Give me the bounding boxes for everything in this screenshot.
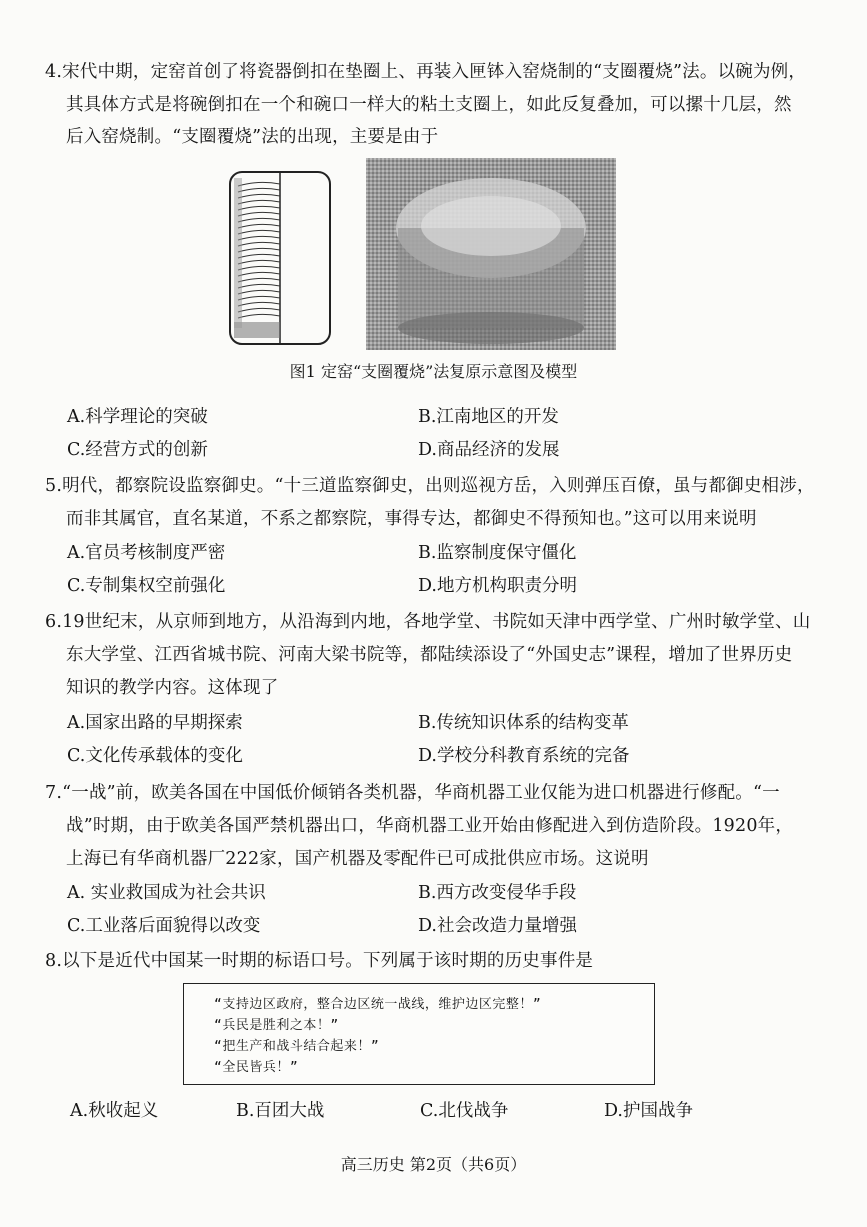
q4-stem-line-2: 其具体方式是将碗倒扣在一个和碗口一样大的粘土支圈上，如此反复叠加，可以摞十几层，然: [66, 95, 792, 115]
q7-option-d[interactable]: D.社会改造力量增强: [418, 916, 577, 936]
q5-option-c[interactable]: C.专制集权空前强化: [67, 576, 226, 596]
q4-option-a[interactable]: A.科学理论的突破: [67, 407, 208, 427]
q6-stem-line-1: 6.19世纪末，从京师到地方，从沿海到内地，各地学堂、书院如天津中西学堂、广州时敏学堂、山: [45, 612, 811, 632]
q6-stem-line-2: 东大学堂、江西省城书院、河南大梁书院等，都陆续添设了“外国史志”课程，增加了世界历史: [66, 645, 793, 665]
q4-stem-line-1: 4.宋代中期，定窑首创了将瓷器倒扣在垫圈上、再装入匣钵入窑烧制的“支圈覆烧”法。以碗为例，: [45, 62, 807, 82]
q7-stem-line-2: 战”时期，由于欧美各国严禁机器出口，华商机器工业开始由修配进入到仿造阶段。1920年，: [66, 816, 794, 836]
q5-option-b[interactable]: B.监察制度保守僵化: [418, 543, 577, 563]
q6-option-b[interactable]: B.传统知识体系的结构变革: [418, 713, 629, 733]
q4-stem-line-3: 后入窑烧制。“支圈覆烧”法的出现，主要是由于: [66, 127, 439, 147]
slogan-2: “兵民是胜利之本！”: [214, 1018, 339, 1033]
q5-option-d[interactable]: D.地方机构职责分明: [418, 576, 577, 596]
q8-option-a[interactable]: A.秋收起义: [70, 1101, 159, 1121]
kiln-model-photo: [366, 158, 616, 350]
page-footer: 高三历史 第2页（共6页）: [340, 1155, 527, 1174]
q5-stem-line-2: 而非其属官，直名某道，不系之都察院，事得专达，都御史不得预知也。”这可以用来说明: [66, 509, 757, 529]
q5-option-a[interactable]: A.官员考核制度严密: [67, 543, 226, 563]
q7-option-c[interactable]: C.工业落后面貌得以改变: [67, 916, 261, 936]
q8-option-d[interactable]: D.护国战争: [604, 1101, 693, 1121]
q4-option-b[interactable]: B.江南地区的开发: [418, 407, 559, 427]
q8-option-c[interactable]: C.北伐战争: [420, 1101, 509, 1121]
q4-option-d[interactable]: D.商品经济的发展: [418, 440, 560, 460]
slogan-box: [183, 983, 655, 1085]
q8-stem-line-1: 8.以下是近代中国某一时期的标语口号。下列属于该时期的历史事件是: [45, 951, 594, 971]
slogan-1: “支持边区政府，整合边区统一战线，维护边区完整！”: [214, 997, 542, 1012]
figure-1: [228, 158, 618, 350]
q7-stem-line-1: 7.“一战”前，欧美各国在中国低价倾销各类机器，华商机器工业仅能为进口机器进行修配。“一: [45, 783, 780, 803]
q6-option-d[interactable]: D.学校分科教育系统的完备: [418, 746, 630, 766]
q7-option-b[interactable]: B.西方改变侵华手段: [418, 883, 577, 903]
q5-stem-line-1: 5.明代，都察院设监察御史。“十三道监察御史，出则巡视方岳，入则弹压百僚，虽与都御史相涉，: [45, 476, 815, 496]
q7-option-a[interactable]: A. 实业救国成为社会共识: [67, 883, 266, 903]
q7-stem-line-3: 上海已有华商机器厂222家，国产机器及零配件已可成批供应市场。这说明: [66, 849, 649, 869]
slogan-4: “全民皆兵！”: [214, 1060, 299, 1075]
figure-caption: 图1 定窑“支圈覆烧”法复原示意图及模型: [289, 362, 578, 381]
q4-option-c[interactable]: C.经营方式的创新: [67, 440, 208, 460]
q6-stem-line-3: 知识的教学内容。这体现了: [66, 678, 279, 698]
q8-option-b[interactable]: B.百团大战: [236, 1101, 325, 1121]
stacked-bowls-diagram: [228, 168, 346, 346]
slogan-3: “把生产和战斗结合起来！”: [214, 1039, 380, 1054]
q6-option-a[interactable]: A.国家出路的早期探索: [67, 713, 243, 733]
q6-option-c[interactable]: C.文化传承载体的变化: [67, 746, 243, 766]
